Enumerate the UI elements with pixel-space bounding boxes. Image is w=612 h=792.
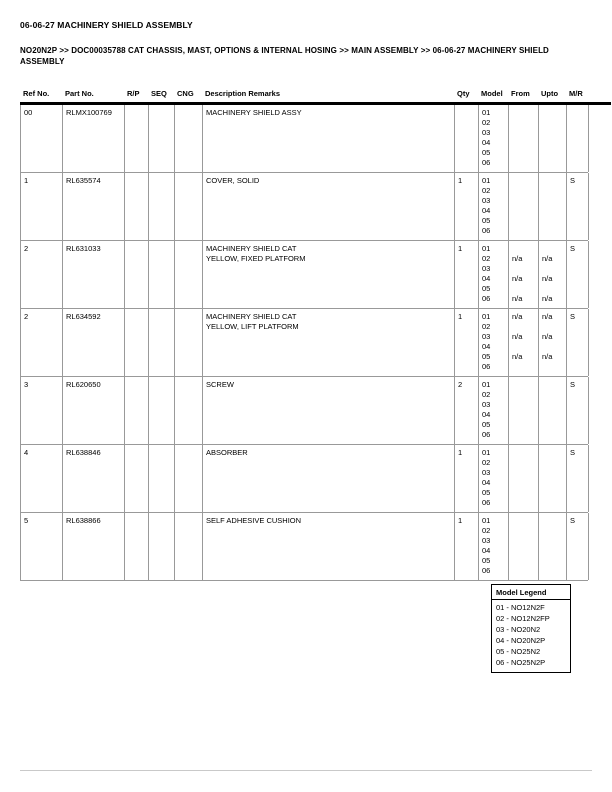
cell-seq [149,513,175,580]
model-number: 01 [482,312,491,321]
cell-ref-no: 2 [21,309,63,376]
cell-seq [149,377,175,444]
upto-value [542,420,564,430]
model-legend-item: 06 - NO25N2P [496,658,546,667]
from-value [512,458,536,468]
from-value [512,176,536,186]
cell-model [479,377,509,444]
upto-value [542,400,564,410]
cell-description [203,513,455,580]
col-header-model: Model [481,89,503,98]
cell-rp [125,105,149,172]
cell-ref-no: 2 [21,241,63,308]
from-value [512,430,536,440]
cell-mr [567,105,589,172]
upto-value [542,206,564,216]
upto-value: n/a [542,254,553,263]
from-value [512,400,536,410]
from-value [512,516,536,526]
model-number: 01 [482,176,491,185]
model-number: 01 [482,244,491,253]
upto-value [542,244,564,254]
cell-from [509,173,539,240]
cell-description [203,241,455,308]
model-number: 05 [482,488,491,497]
upto-value [542,322,564,332]
upto-value [542,478,564,488]
from-value [512,322,536,332]
upto-value [542,458,564,468]
cell-from [509,309,539,376]
upto-value: n/a [542,352,553,361]
model-number: 05 [482,216,491,225]
upto-value [542,430,564,440]
from-value [512,264,536,274]
col-header-part-no: Part No. [65,89,94,98]
model-legend-item: 03 - NO20N2 [496,625,541,634]
cell-cng [175,241,203,308]
model-number: 05 [482,420,491,429]
cell-cng [175,173,203,240]
cell-description [203,377,455,444]
cell-mr: S [567,377,589,444]
cell-mr: S [567,445,589,512]
upto-value [542,448,564,458]
upto-value [542,186,564,196]
model-number: 04 [482,138,491,147]
model-number: 02 [482,458,491,467]
cell-model [479,513,509,580]
cell-rp [125,377,149,444]
from-value [512,148,536,158]
table-row [21,105,588,173]
parts-table-body [20,105,588,581]
cell-qty: 1 [455,445,479,512]
col-header-ref-no: Ref No. [23,89,50,98]
model-number: 05 [482,148,491,157]
model-number: 03 [482,400,491,409]
from-value [512,566,536,576]
description-line: MACHINERY SHIELD CAT [206,244,297,253]
col-header-cng: CNG [177,89,194,98]
cell-model [479,105,509,172]
cell-cng [175,105,203,172]
model-number: 02 [482,254,491,263]
model-number: 04 [482,206,491,215]
cell-part-no: RL620650 [63,377,125,444]
from-value [512,420,536,430]
description-line: ABSORBER [206,448,248,457]
table-row [21,241,588,309]
from-value [512,546,536,556]
from-value [512,196,536,206]
upto-value [542,158,564,168]
cell-from [509,445,539,512]
model-number: 02 [482,118,491,127]
col-header-from: From [511,89,530,98]
upto-value [542,566,564,576]
cell-mr: S [567,241,589,308]
model-number: 06 [482,430,491,439]
cell-rp [125,309,149,376]
from-value [512,390,536,400]
upto-value [542,536,564,546]
col-header-description: Description Remarks [205,89,281,98]
upto-value [542,264,564,274]
model-number: 02 [482,526,491,535]
model-legend-title: Model Legend [492,585,570,600]
model-number: 06 [482,498,491,507]
upto-value [542,108,564,118]
col-header-upto: Upto [541,89,559,98]
cell-from [509,513,539,580]
from-value: n/a [512,274,523,283]
cell-qty: 1 [455,241,479,308]
model-number: 03 [482,332,491,341]
cell-upto [539,377,567,444]
cell-mr: S [567,309,589,376]
model-number: 04 [482,342,491,351]
upto-value [542,118,564,128]
description-line: YELLOW, FIXED PLATFORM [206,254,306,263]
table-row [21,377,588,445]
model-number: 04 [482,410,491,419]
upto-value: n/a [542,332,553,341]
from-value [512,186,536,196]
from-value: n/a [512,312,523,321]
description-line: YELLOW, LIFT PLATFORM [206,322,299,331]
model-number: 06 [482,226,491,235]
model-number: 04 [482,274,491,283]
upto-value [542,138,564,148]
col-header-mr: M/R [569,89,583,98]
model-number: 01 [482,516,491,525]
breadcrumb: NO20N2P >> DOC00035788 CAT CHASSIS, MAST, OPTIONS & INTERNAL HOSING >> MAIN ASSEMBLY >> 06-06-27 MACHINERY SHIELD ASSEMBLY [20,46,549,66]
cell-qty: 2 [455,377,479,444]
model-number: 06 [482,566,491,575]
from-value [512,108,536,118]
from-value [512,488,536,498]
model-number: 05 [482,352,491,361]
cell-part-no: RL638866 [63,513,125,580]
table-header-row [20,87,588,102]
upto-value [542,176,564,186]
cell-model [479,309,509,376]
upto-value [542,410,564,420]
model-number: 01 [482,380,491,389]
from-value [512,244,536,254]
model-number: 02 [482,390,491,399]
cell-description [203,173,455,240]
upto-value [542,390,564,400]
cell-cng [175,377,203,444]
model-legend-items [492,600,570,672]
from-value [512,226,536,236]
model-number: 02 [482,322,491,331]
model-number: 04 [482,478,491,487]
upto-value: n/a [542,294,553,303]
cell-rp [125,173,149,240]
model-number: 05 [482,556,491,565]
from-value [512,138,536,148]
from-value: n/a [512,352,523,361]
from-value: n/a [512,332,523,341]
cell-description [203,445,455,512]
table-row [21,173,588,241]
from-value [512,118,536,128]
from-value: n/a [512,294,523,303]
upto-value [542,148,564,158]
cell-part-no: RL638846 [63,445,125,512]
upto-value [542,516,564,526]
cell-cng [175,445,203,512]
col-header-seq: SEQ [151,89,167,98]
cell-mr: S [567,513,589,580]
model-number: 06 [482,294,491,303]
model-number: 06 [482,158,491,167]
from-value [512,498,536,508]
cell-part-no: RL635574 [63,173,125,240]
cell-qty: 1 [455,173,479,240]
cell-seq [149,173,175,240]
upto-value [542,380,564,390]
cell-ref-no: 3 [21,377,63,444]
table-row [21,309,588,377]
page-title: 06-06-27 MACHINERY SHIELD ASSEMBLY [20,20,193,30]
cell-cng [175,309,203,376]
from-value [512,526,536,536]
cell-qty: 1 [455,309,479,376]
model-number: 01 [482,448,491,457]
model-legend-item: 02 - NO12N2FP [496,614,550,623]
upto-value [542,128,564,138]
model-legend [491,584,571,673]
from-value [512,478,536,488]
model-number: 01 [482,108,491,117]
upto-value: n/a [542,274,553,283]
cell-upto [539,173,567,240]
from-value [512,206,536,216]
upto-value [542,216,564,226]
model-number: 06 [482,362,491,371]
from-value [512,362,536,372]
cell-seq [149,445,175,512]
cell-part-no: RLMX100769 [63,105,125,172]
cell-qty: 1 [455,513,479,580]
cell-qty [455,105,479,172]
upto-value [542,498,564,508]
model-number: 02 [482,186,491,195]
upto-value [542,226,564,236]
cell-upto [539,513,567,580]
from-value [512,342,536,352]
model-number: 05 [482,284,491,293]
description-line: SELF ADHESIVE CUSHION [206,516,302,525]
description-line: COVER, SOLID [206,176,260,185]
table-row [21,445,588,513]
cell-cng [175,513,203,580]
cell-model [479,445,509,512]
upto-value [542,468,564,478]
model-number: 04 [482,546,491,555]
col-header-qty: Qty [457,89,470,98]
from-value [512,158,536,168]
cell-upto [539,105,567,172]
from-value [512,468,536,478]
from-value [512,128,536,138]
cell-from [509,377,539,444]
upto-value [542,362,564,372]
cell-upto [539,309,567,376]
cell-ref-no: 00 [21,105,63,172]
cell-ref-no: 1 [21,173,63,240]
cell-model [479,241,509,308]
cell-upto [539,241,567,308]
model-legend-item: 01 - NO12N2F [496,603,545,612]
cell-seq [149,309,175,376]
model-legend-item: 04 - NO20N2P [496,636,546,645]
cell-from [509,241,539,308]
cell-seq [149,105,175,172]
table-row [21,513,588,581]
cell-rp [125,445,149,512]
from-value [512,284,536,294]
description-line: MACHINERY SHIELD CAT [206,312,297,321]
from-value [512,410,536,420]
cell-ref-no: 5 [21,513,63,580]
model-number: 03 [482,264,491,273]
description-line: SCREW [206,380,234,389]
from-value [512,556,536,566]
cell-part-no: RL634592 [63,309,125,376]
upto-value [542,196,564,206]
cell-upto [539,445,567,512]
upto-value [542,556,564,566]
model-number: 03 [482,468,491,477]
cell-rp [125,513,149,580]
from-value [512,216,536,226]
cell-seq [149,241,175,308]
from-value [512,380,536,390]
from-value [512,536,536,546]
upto-value [542,546,564,556]
footer-rule [20,770,592,771]
description-line: MACHINERY SHIELD ASSY [206,108,302,117]
cell-rp [125,241,149,308]
cell-part-no: RL631033 [63,241,125,308]
cell-ref-no: 4 [21,445,63,512]
from-value: n/a [512,254,523,263]
model-number: 03 [482,196,491,205]
upto-value [542,284,564,294]
cell-from [509,105,539,172]
from-value [512,448,536,458]
upto-value [542,342,564,352]
upto-value: n/a [542,312,553,321]
model-number: 03 [482,536,491,545]
model-number: 03 [482,128,491,137]
cell-description [203,105,455,172]
cell-model [479,173,509,240]
upto-value [542,526,564,536]
cell-description [203,309,455,376]
model-legend-item: 05 - NO25N2 [496,647,541,656]
upto-value [542,488,564,498]
col-header-rp: R/P [127,89,140,98]
cell-mr: S [567,173,589,240]
